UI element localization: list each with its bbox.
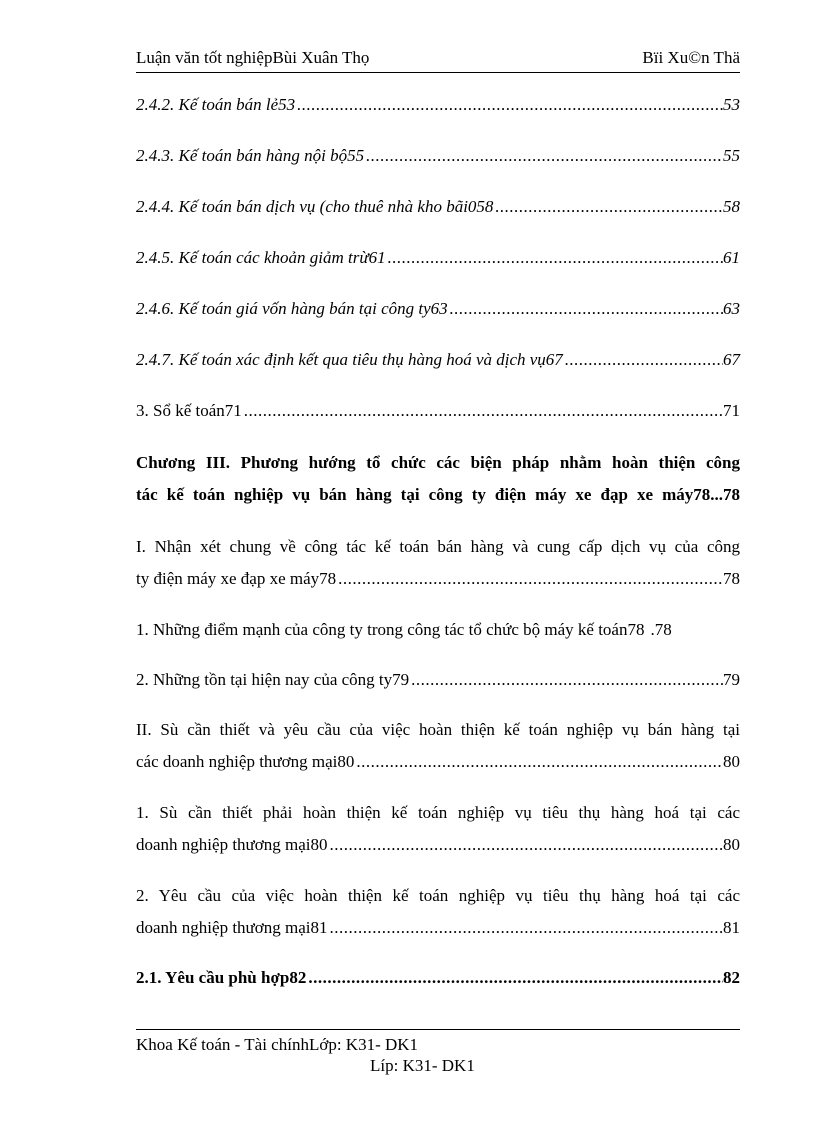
toc-entry-I-2[interactable]: 2. Những tồn tại hiện nay của công ty79 ..... 79 [136, 670, 740, 694]
toc-entry-2-4-4[interactable]: 2.4.4. Kế toán bán dịch vụ (cho thuê nhà kho bãi058 ..... 58 [136, 197, 740, 221]
toc-entry-II-1[interactable]: doanh nghiệp thương mại80 ..... 80 [136, 835, 740, 859]
page-header [136, 48, 740, 74]
footer-rule [136, 1029, 740, 1030]
toc-entry-2-1[interactable]: 2.1. Yêu cầu phù hợp82 ..... 82 [136, 968, 740, 992]
toc-entry-II[interactable]: các doanh nghiệp thương mại80 ..... 80 [136, 752, 740, 776]
toc-chapter-3-line2[interactable]: tác kế toán nghiệp vụ bán hàng tại công ty điện máy xe đạp xe máy78...78 [136, 485, 740, 504]
toc-entry-II-1-line1[interactable]: 1. Sù cần thiết phải hoàn thiện kế toán nghiệp vụ tiêu thụ hàng hoá tại các [136, 803, 740, 822]
toc-chapter-3-line1[interactable]: Chương III. Phương hướng tổ chức các biện pháp nhằm hoàn thiện công [136, 453, 740, 472]
toc-entry-II-2-line1[interactable]: 2. Yêu cầu của việc hoàn thiện kế toán nghiệp vụ tiêu thụ hàng hoá tại các [136, 886, 740, 905]
toc-entry-2-4-5[interactable]: 2.4.5. Kế toán các khoản giảm trừ61 ..... 61 [136, 248, 740, 272]
toc-entry-2-4-6[interactable]: 2.4.6. Kế toán giá vốn hàng bán tại công ty63 ..... 63 [136, 299, 740, 323]
footer-line-1: Khoa Kế toán - Tài chínhLớp: K31- DK1 [136, 1035, 419, 1054]
toc-entry-II-2[interactable]: doanh nghiệp thương mại81 ..... 81 [136, 918, 740, 942]
toc-entry-II-line1[interactable]: II. Sù cần thiết và yêu cầu của việc hoàn thiện kế toán nghiệp vụ bán hàng tại [136, 720, 740, 739]
header-rule [136, 72, 740, 73]
toc-entry-2-4-3[interactable]: 2.4.3. Kế toán bán hàng nội bộ55 ..... 55 [136, 146, 740, 170]
toc-entry-I[interactable]: ty điện máy xe đạp xe máy78 ..... 78 [136, 569, 740, 593]
toc-entry-2-4-2[interactable]: 2.4.2. Kế toán bán lẻ53 ..... 53 [136, 95, 740, 119]
toc-entry-3[interactable]: 3. Sổ kế toán71 ..... 71 [136, 401, 740, 425]
toc-entry-I-1[interactable]: 1. Những điểm mạnh của công ty trong công tác tổ chức bộ máy kế toán78 .78 [136, 620, 672, 639]
toc-entry-2-4-7[interactable]: 2.4.7. Kế toán xác định kết qua tiêu thụ hàng hoá và dịch vụ67 ..... 67 [136, 350, 740, 374]
footer-line-2: Líp: K31- DK1 [370, 1056, 475, 1075]
header-right-text: Bïi Xu©n Thä [642, 48, 740, 67]
toc-entry-I-line1[interactable]: I. Nhận xét chung về công tác kế toán bán hàng và cung cấp dịch vụ của công [136, 537, 740, 556]
header-left-text: Luận văn tốt nghiệpBùi Xuân Thọ [136, 48, 370, 67]
